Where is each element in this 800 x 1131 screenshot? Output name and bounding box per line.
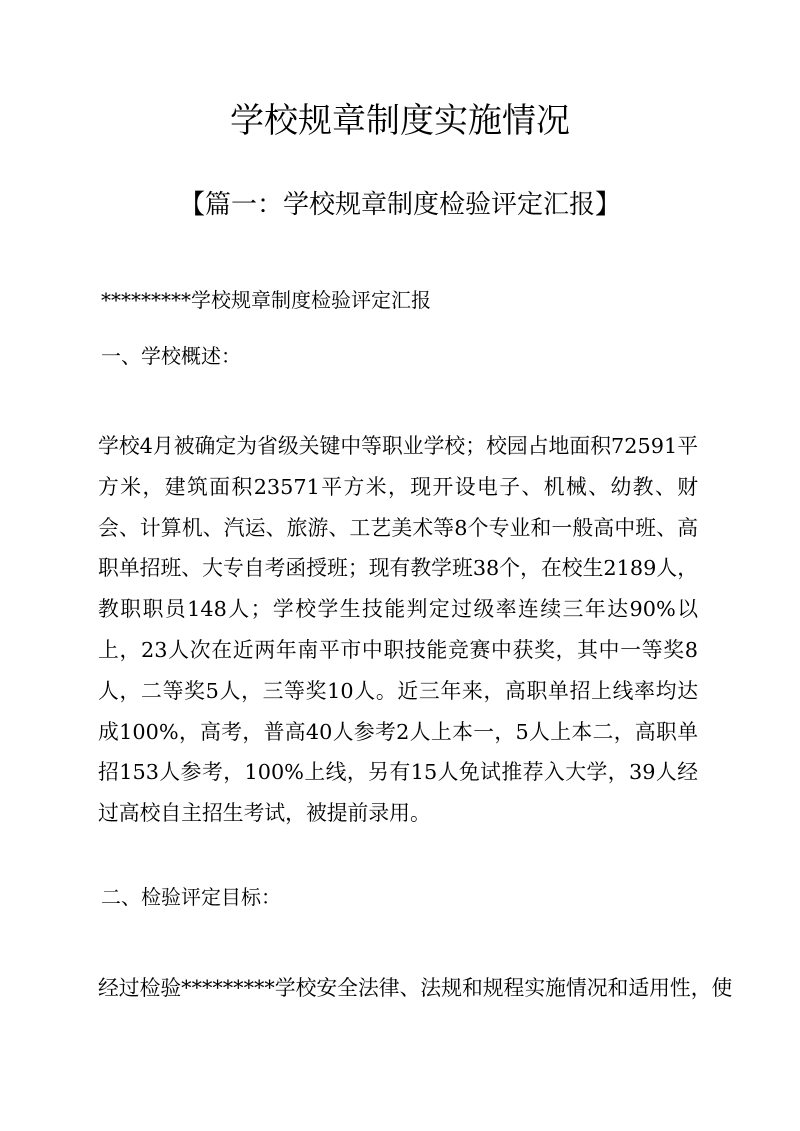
document-title: 学校规章制度实施情况 xyxy=(230,101,570,141)
section-heading-goals: 二、检验评定目标： xyxy=(101,885,281,909)
document-subtitle: 【篇一：学校规章制度检验评定汇报】 xyxy=(178,190,621,220)
section-heading-overview: 一、学校概述： xyxy=(101,344,241,368)
report-name: *********学校规章制度检验评定汇报 xyxy=(101,288,431,312)
section-body-overview: 学校4月被确定为省级关键中等职业学校；校园占地面积72591平方米，建筑面积23571平方米，现开设电子、机械、幼教、财会、计算机、汽运、旅游、工艺美术等8个专业和一般高中班、高职单招班、大专自考函授班；现有教学班38个，在校生2189人，教职职员148人；学校学生技能判定过级率连续三年达90%以上，23人次在近两年南平市中职技能竞赛中获奖，其中一等奖8人，二等奖5人，三等奖10人。近三年来，高职单招上线率均达成100%，高考，普高40人参考2人上本一，5人上本二，高职单招153人参考，100%上线，另有15人免试推荐入大学，39人经过高校自主招生考试，被提前录用。 xyxy=(98,434,698,826)
section-body-goals: 经过检验*********学校安全法律、法规和规程实施情况和适用性，使 xyxy=(98,976,733,1000)
